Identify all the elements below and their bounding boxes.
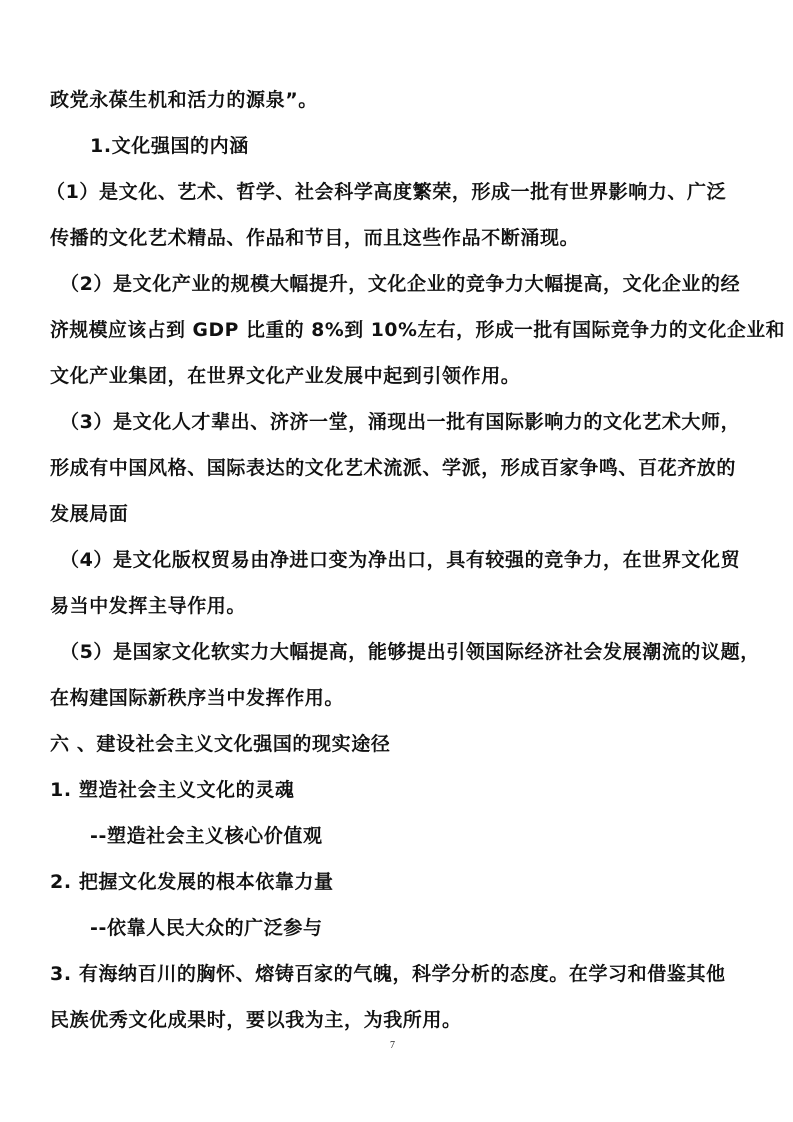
text-line: 民族优秀文化成果时，要以我为主，为我所用。 xyxy=(50,1009,462,1031)
section-heading: 六 、建设社会主义文化强国的现实途径 xyxy=(50,733,391,755)
list-item: 3. 有海纳百川的胸怀、熔铸百家的气魄，科学分析的态度。在学习和借鉴其他 xyxy=(50,963,726,985)
text-line: 政党永葆生机和活力的源泉”。 xyxy=(50,89,318,111)
text-line: 传播的文化艺术精品、作品和节目，而且这些作品不断涌现。 xyxy=(50,227,580,249)
text-line: （3）是文化人才辈出、济济一堂，涌现出一批有国际影响力的文化艺术大师， xyxy=(60,411,741,433)
text-line: （4）是文化版权贸易由净进口变为净出口，具有较强的竞争力，在世界文化贸 xyxy=(60,549,741,571)
page-number: 7 xyxy=(390,1040,395,1051)
text-line: （2）是文化产业的规模大幅提升，文化企业的竞争力大幅提高，文化企业的经 xyxy=(60,273,741,295)
text-line: 文化产业集团，在世界文化产业发展中起到引领作用。 xyxy=(50,365,521,387)
text-line: 易当中发挥主导作用。 xyxy=(50,595,247,617)
text-line: （1）是文化、艺术、哲学、社会科学高度繁荣，形成一批有世界影响力、广泛 xyxy=(46,181,727,203)
list-item-subtitle: --塑造社会主义核心价值观 xyxy=(90,825,323,847)
text-line: 形成有中国风格、国际表达的文化艺术流派、学派，形成百家争鸣、百花齐放的 xyxy=(50,457,737,479)
list-item: 2. 把握文化发展的根本依靠力量 xyxy=(50,871,334,893)
list-item: 1. 塑造社会主义文化的灵魂 xyxy=(50,779,295,801)
text-line: （5）是国家文化软实力大幅提高，能够提出引领国际经济社会发展潮流的议题， xyxy=(60,641,760,663)
text-line: 在构建国际新秩序当中发挥作用。 xyxy=(50,687,345,709)
section-heading: 1.文化强国的内涵 xyxy=(90,135,249,157)
text-line: 济规模应该占到 GDP 比重的 8%到 10%左右，形成一批有国际竞争力的文化企业和 xyxy=(50,319,786,341)
list-item-subtitle: --依靠人民大众的广泛参与 xyxy=(90,917,323,939)
text-line: 发展局面 xyxy=(50,503,129,525)
